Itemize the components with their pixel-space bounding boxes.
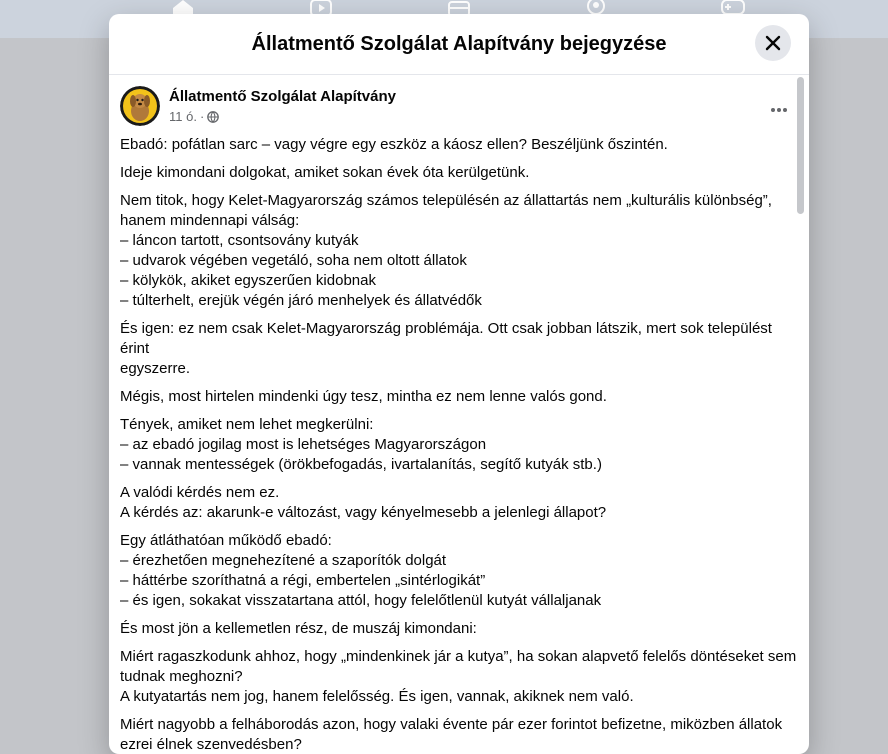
post-paragraph xyxy=(120,191,800,311)
post-text-line: Tények, amiket nem lehet megkerülni: xyxy=(120,416,374,433)
post-paragraph xyxy=(120,531,800,611)
post-text-line: – az ebadó jogilag most is lehetséges Magyarországon xyxy=(120,436,487,453)
post-text-line: – érezhetően megnehezítené a szaporítók dolgát xyxy=(120,552,447,569)
post-paragraph xyxy=(120,415,800,475)
post-text-line: A kutyatartás nem jog, hanem felelősség. És igen, vannak, akiknek nem való. xyxy=(120,688,634,705)
post-paragraph xyxy=(120,319,800,379)
post-text-line: egyszerre. xyxy=(120,360,191,377)
post-text-line: A valódi kérdés nem ez. xyxy=(120,484,280,501)
post-text-line: Nem titok, hogy Kelet-Magyarország számos településén az állattartás nem „kulturális különbség”, xyxy=(120,192,772,209)
post-body xyxy=(120,135,800,754)
close-icon xyxy=(765,35,781,51)
post-text-line: hanem mindennapi válság: xyxy=(120,212,300,229)
post-text-line: ezrei élnek szenvedésben? xyxy=(120,736,302,753)
post-paragraph xyxy=(120,163,800,183)
post-scroll-area[interactable] xyxy=(109,75,809,754)
post-text-line: – és igen, sokakat visszatartana attól, hogy felelőtlenül kutyát vállaljanak xyxy=(120,592,602,609)
meta-separator: · xyxy=(199,109,205,124)
post-text-line: A kérdés az: akarunk-e változást, vagy kényelmesebb a jelenlegi állapot? xyxy=(120,504,607,521)
post-text-line: Egy átláthatóan működő ebadó: xyxy=(120,532,332,549)
post-text-line: És most jön a kellemetlen rész, de muszáj kimondani: xyxy=(120,620,477,637)
post-paragraph xyxy=(120,483,800,523)
more-options-button[interactable] xyxy=(761,91,797,115)
post-text-line: – túlterhelt, erejük végén járó menhelyek és állatvédők xyxy=(120,292,482,309)
more-horizontal-icon xyxy=(770,100,788,106)
post-paragraph xyxy=(120,387,800,407)
post-text-line: Miért ragaszkodunk ahhoz, hogy „mindenkinek jár a kutya”, ha sokan alapvető felelős döntéseket sem xyxy=(120,648,797,665)
post-paragraph xyxy=(120,619,800,639)
post-text-line: És igen: ez nem csak Kelet-Magyarország problémája. Ott csak jobban látszik, mert sok települést érint xyxy=(120,320,772,357)
post-time[interactable]: 11 ó. xyxy=(169,109,197,124)
post-text-line: Ideje kimondani dolgokat, amiket sokan évek óta kerülgetünk. xyxy=(120,164,530,181)
modal-header xyxy=(109,14,809,75)
post-text-line: – láncon tartott, csontsovány kutyák xyxy=(120,232,359,249)
post-text-line: Ebadó: pofátlan sarc – vagy végre egy eszköz a káosz ellen? Beszéljünk őszintén. xyxy=(120,136,668,153)
close-button[interactable] xyxy=(755,25,791,61)
post-modal xyxy=(109,14,809,754)
avatar[interactable] xyxy=(120,86,160,126)
globe-icon xyxy=(207,111,219,123)
post-text-line: Miért nagyobb a felháborodás azon, hogy valaki évente pár ezer forintot befizetne, miközben állatok xyxy=(120,716,783,733)
post-paragraph xyxy=(120,647,800,707)
post-text-line: – háttérbe szoríthatná a régi, embertelen „sintérlogikát” xyxy=(120,572,486,589)
modal-title: Állatmentő Szolgálat Alapítvány bejegyzése xyxy=(251,33,667,55)
post-text-line: tudnak meghozni? xyxy=(120,668,243,685)
post-paragraph xyxy=(120,135,800,155)
post-meta xyxy=(169,109,219,125)
post-text-line: – kölykök, akiket egyszerűen kidobnak xyxy=(120,272,376,289)
post-text-line: – udvarok végében vegetáló, soha nem oltott állatok xyxy=(120,252,467,269)
post-paragraph xyxy=(120,715,800,754)
author-name[interactable]: Állatmentő Szolgálat Alapítvány xyxy=(169,88,396,105)
post-text-line: – vannak mentességek (örökbefogadás, ivartalanítás, segítő kutyák stb.) xyxy=(120,456,602,473)
post-header xyxy=(109,75,809,137)
post-text-line: Mégis, most hirtelen mindenki úgy tesz, mintha ez nem lenne valós gond. xyxy=(120,388,607,405)
